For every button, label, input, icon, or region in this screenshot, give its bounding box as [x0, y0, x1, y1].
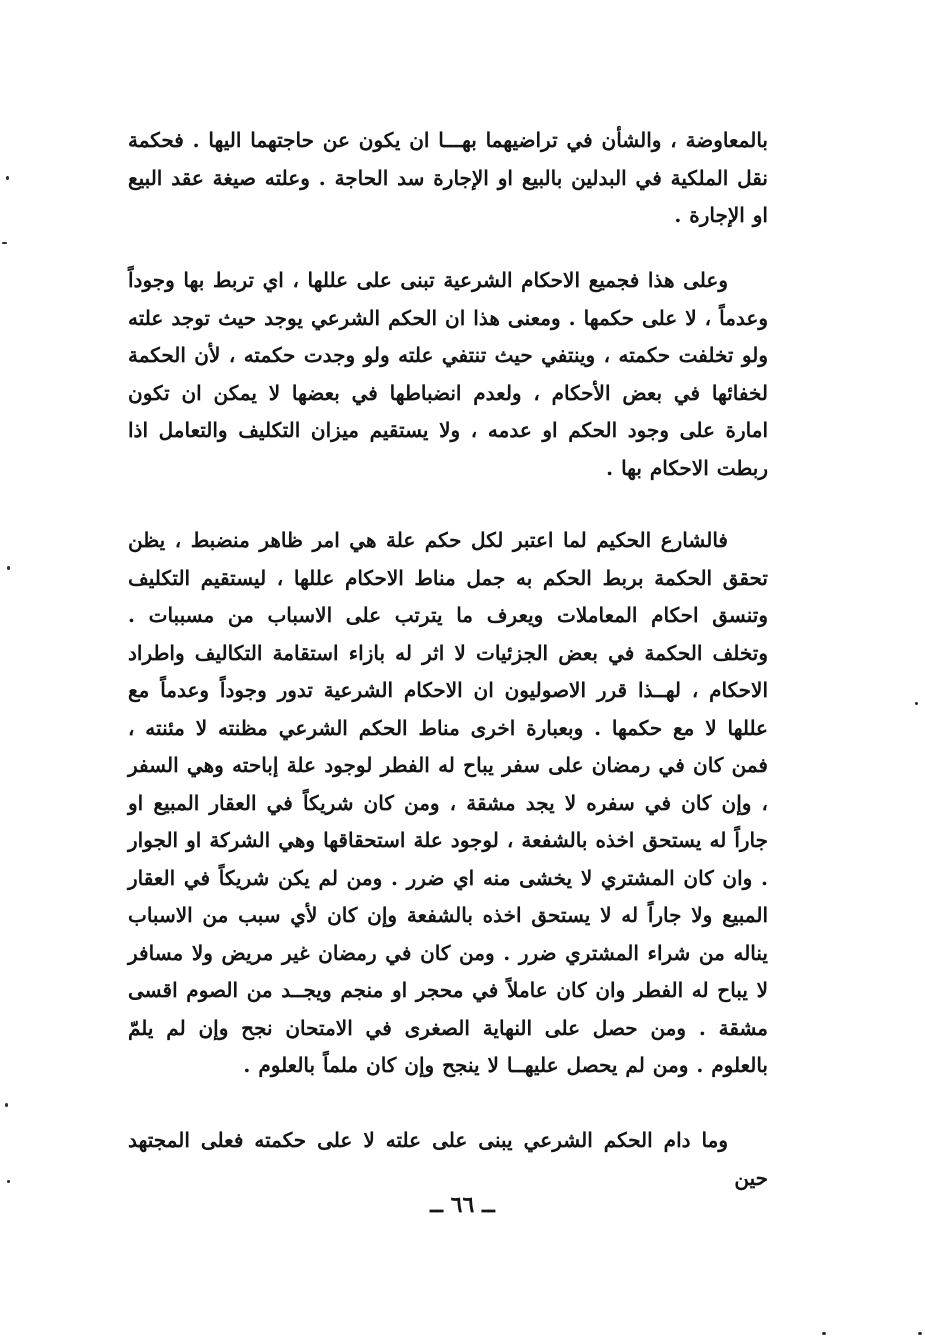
paragraph-3: فالشارع الحكيم لما اعتبر لكل حكم علة هي امر ظاهر منضبط ، يظن تحقق الحكمة بربط الحكم به جمل مناط الاحكام عللها ، ليستقيم التكليف وتنسق احكام المعاملات ويعرف ما يترتب على الاسباب من مسببات . وتخلف الحكمة في بعض الجزئيات لا اثر له بازاء استقامة التكاليف واطراد الاحكام ، لهــذا قرر الاصوليون ان الاحكام الشرعية تدور وجوداً وعدماً مع عللها لا مع حكمها . وبعبارة اخرى مناط الحكم الشرعي مظنته لا مئنته ، فمن كان في رمضان على سفر يباح له الفطر لوجود علة إباحته وهي السفر ، وإن كان في سفره لا يجد مشقة ، ومن كان شريكاً في العقار المبيع او جاراً له يستحق اخذه بالشفعة ، لوجود علة استحقاقها وهي الشركة او الجوار . وان كان المشتري لا يخشى منه اي ضرر . ومن لم يكن شريكاً في العقار المبيع ولا جاراً له لا يستحق اخذه بالشفعة وإن كان لأي سبب من الاسباب يناله من شراء المشتري ضرر . ومن كان في رمضان غير مريض ولا مسافر لا يباح له الفطر وان كان عاملاً في محجر او منجم ويجــد من الصوم اقسى مشقة . ومن حصل على النهاية الصغرى في الامتحان نجح وإن لم يلمّ بالعلوم . ومن لم يحصل عليهــا لا ينجح وإن كان ملماً بالعلوم .: [128, 528, 768, 1077]
scan-speck: [7, 566, 10, 570]
scan-speck: [822, 1332, 826, 1335]
paragraph-1: بالمعاوضة ، والشأن في تراضيهما بهـــا ان يكون عن حاجتهما اليها . فحكمة نقل الملكية في البدلين بالبيع او الإجارة سد الحاجة . وعلته صيغة عقد البيع او الإجارة .: [128, 128, 768, 227]
scan-speck: [5, 1103, 8, 1107]
scan-speck: [7, 1180, 10, 1183]
paragraph-4: وما دام الحكم الشرعي يبنى على علته لا على حكمته فعلى المجتهد حين: [128, 1128, 768, 1190]
page-number: ــ ٦٦ ــ: [430, 1192, 495, 1218]
paragraph-2: وعلى هذا فجميع الاحكام الشرعية تبنى على عللها ، اي تربط بها وجوداً وعدماً ، لا على حكمها . ومعنى هذا ان الحكم الشرعي يوجد حيث توجد علته ولو تخلفت حكمته ، وينتفي حيث تنتفي علته ولو وجدت حكمته ، لأن الحكمة لخفائها في بعض الأحكام ، ولعدم انضباطها في بعضها لا يمكن ان تكون امارة على وجود الحكم او عدمه ، ولا يستقيم ميزان التكليف والتعامل اذا ربطت الاحكام بها .: [128, 268, 768, 480]
scan-speck: [2, 242, 7, 244]
scan-speck: [918, 1332, 922, 1335]
scan-speck: [6, 176, 9, 180]
scan-speck: [915, 702, 918, 705]
